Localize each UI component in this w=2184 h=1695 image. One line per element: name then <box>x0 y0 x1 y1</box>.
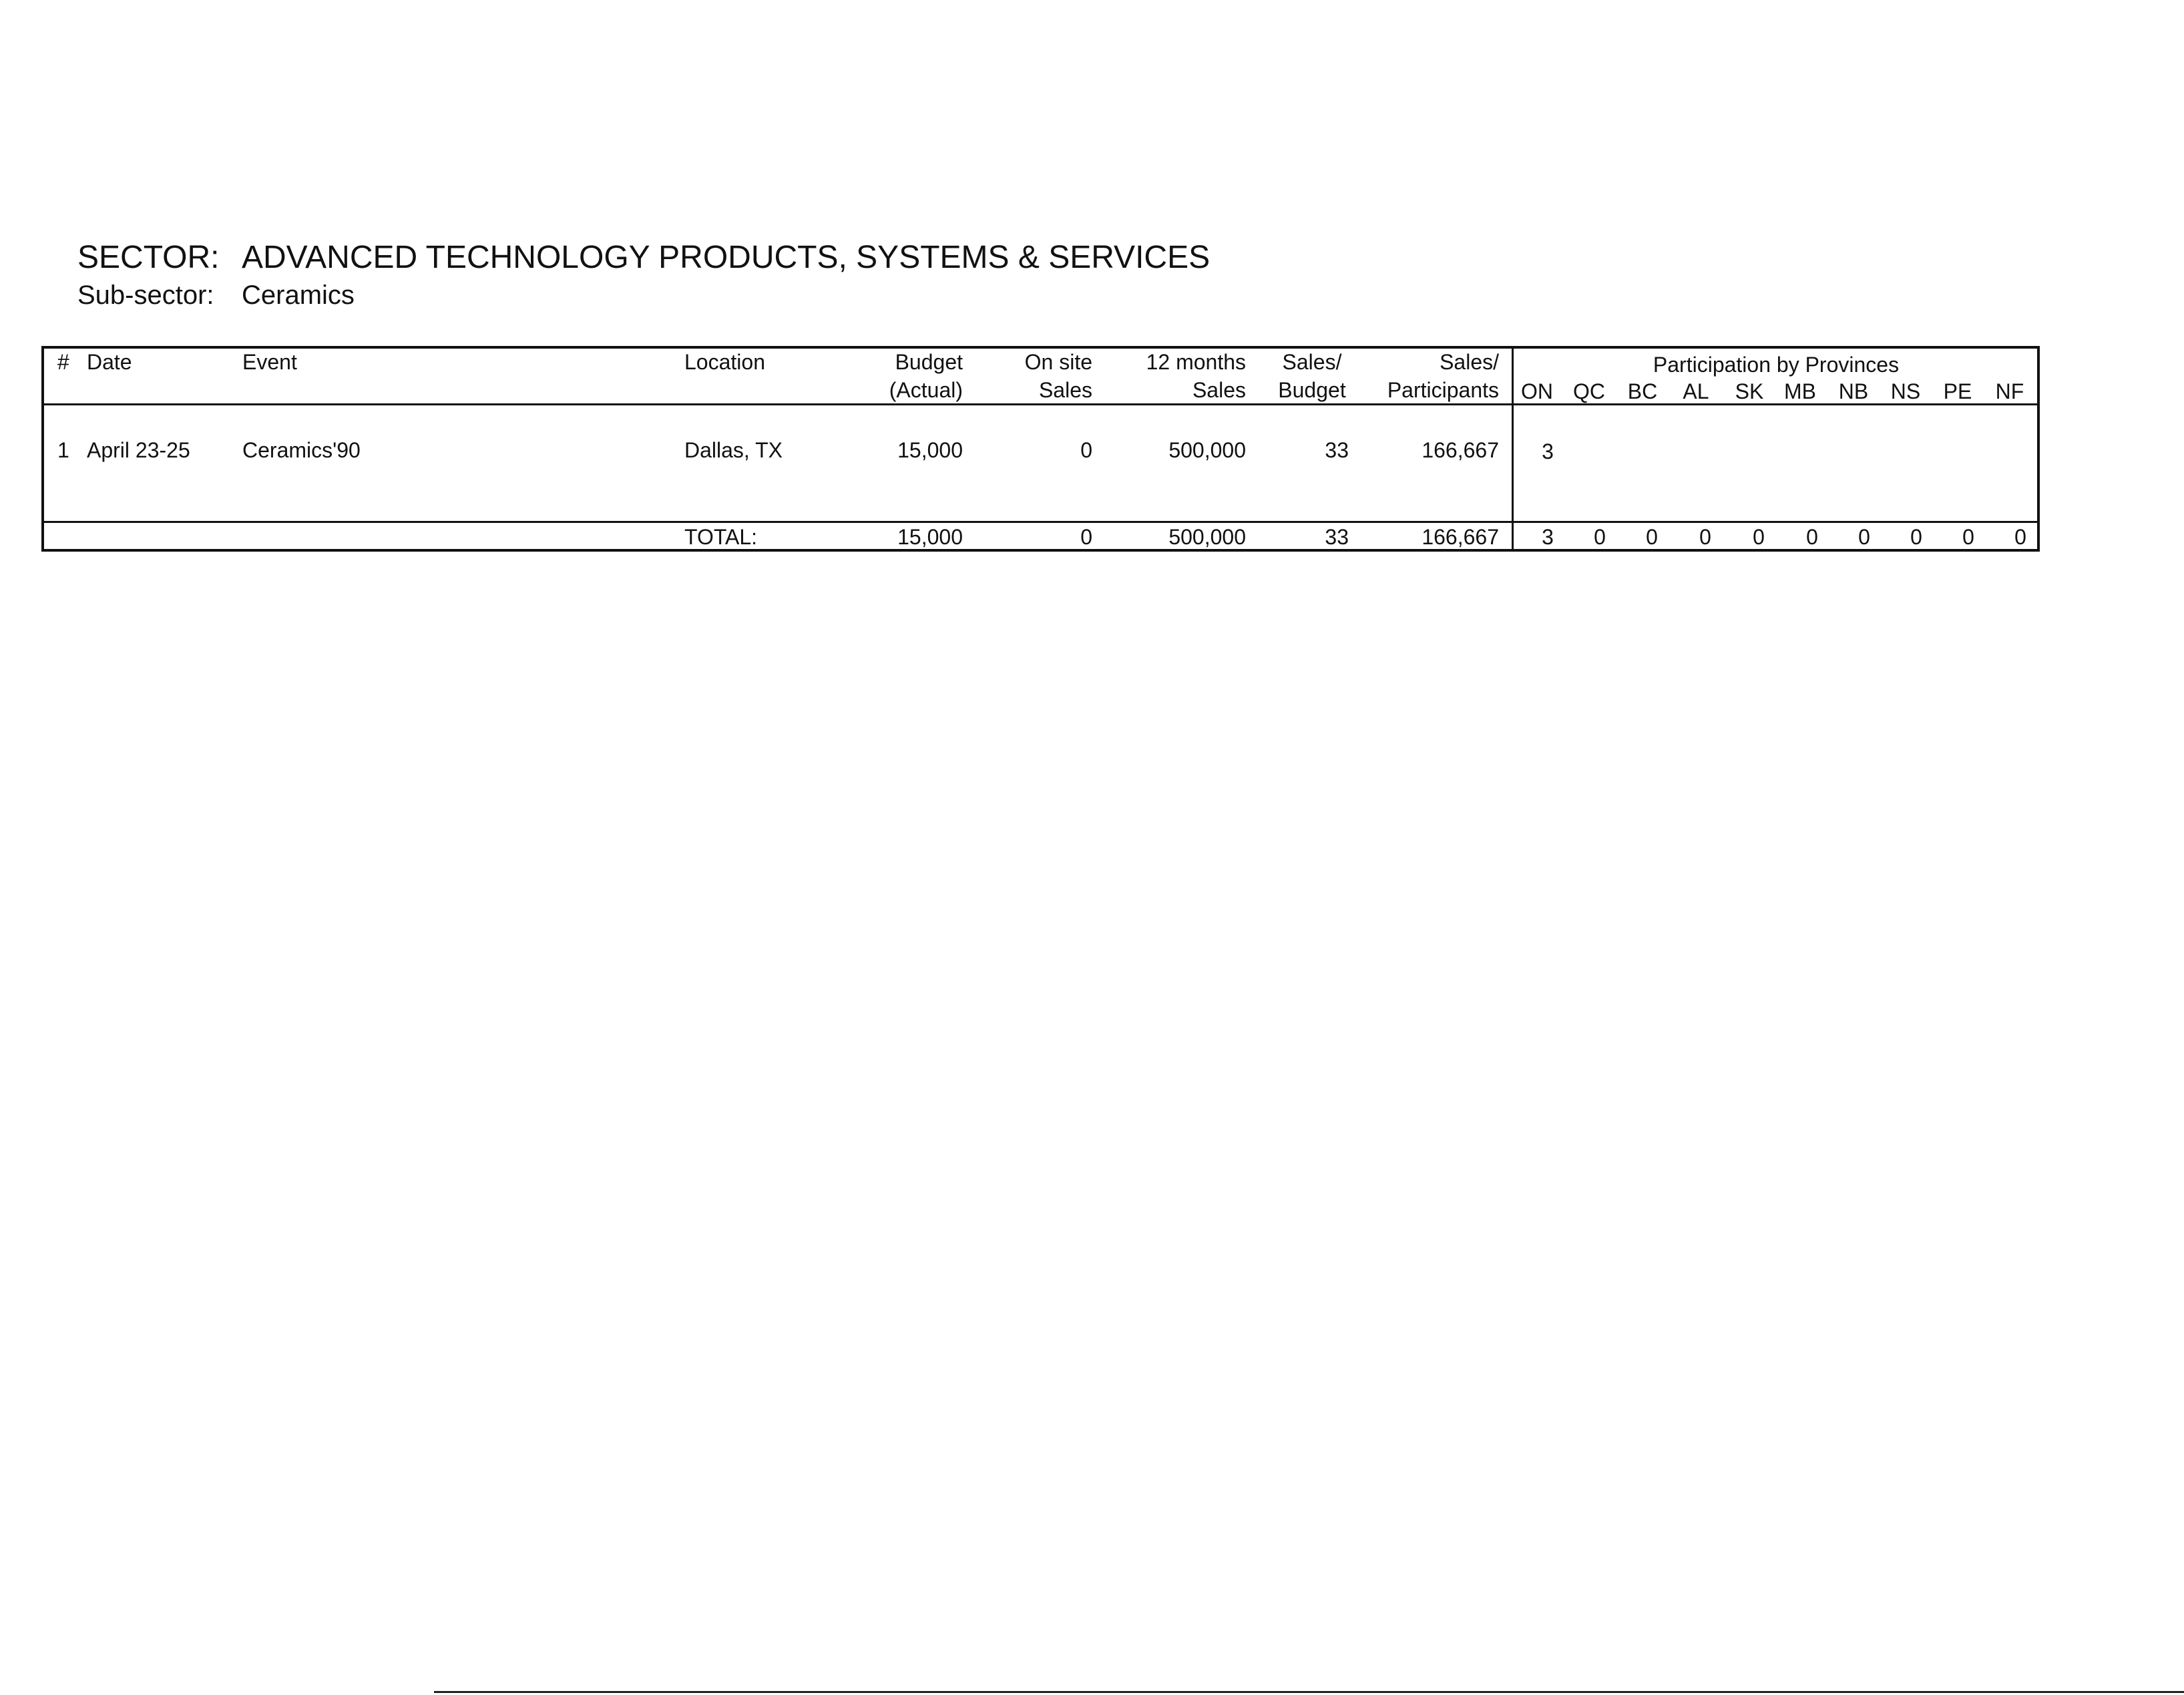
sector-value: ADVANCED TECHNOLOGY PRODUCTS, SYSTEMS & SERVICES <box>242 240 1211 275</box>
total-divider <box>41 521 2040 523</box>
row-sales-participants: 166,667 <box>1422 438 1499 462</box>
col-header-onsite-line1: On site <box>1024 350 1092 374</box>
subsector-value: Ceramics <box>242 280 355 310</box>
col-header-province-pe: PE <box>1943 379 1972 403</box>
col-header-num: # <box>57 350 69 374</box>
total-province-nf: 0 <box>2014 525 2026 549</box>
col-header-province-on: ON <box>1521 379 1553 403</box>
col-header-sales-participants-line1: Sales/ <box>1440 350 1499 374</box>
col-header-budget-line2: (Actual) <box>889 378 963 402</box>
total-sales-participants: 166,667 <box>1422 525 1499 549</box>
col-header-date: Date <box>87 350 132 374</box>
row-onsite-sales: 0 <box>1080 438 1092 462</box>
provinces-divider <box>1512 346 1514 552</box>
total-province-sk: 0 <box>1753 525 1765 549</box>
total-province-ns: 0 <box>1910 525 1922 549</box>
total-12months-sales: 500,000 <box>1168 525 1246 549</box>
total-sales-budget: 33 <box>1325 525 1349 549</box>
row-num: 1 <box>57 438 69 462</box>
col-header-12months-line2: Sales <box>1192 378 1246 402</box>
row-event: Ceramics'90 <box>242 438 361 462</box>
col-header-budget-line1: Budget <box>895 350 963 374</box>
sector-heading <box>77 239 1210 276</box>
col-header-province-nb: NB <box>1838 379 1869 403</box>
col-header-province-ns: NS <box>1890 379 1921 403</box>
col-header-provinces-title: Participation by Provinces <box>1653 353 1900 377</box>
col-header-province-al: AL <box>1683 379 1709 403</box>
total-onsite-sales: 0 <box>1080 525 1092 549</box>
total-province-nb: 0 <box>1858 525 1870 549</box>
col-header-sales-participants-line2: Participants <box>1387 378 1499 402</box>
col-header-location: Location <box>684 350 765 374</box>
total-province-on: 3 <box>1542 525 1554 549</box>
subsector-heading <box>77 280 355 311</box>
total-province-bc: 0 <box>1646 525 1658 549</box>
row-province-on: 3 <box>1542 439 1554 463</box>
col-header-sales-budget-line1: Sales/ <box>1282 350 1342 374</box>
col-header-onsite-line2: Sales <box>1038 378 1092 402</box>
total-province-al: 0 <box>1699 525 1711 549</box>
col-header-province-bc: BC <box>1627 379 1658 403</box>
footer-rule <box>434 1691 2184 1693</box>
row-date: April 23-25 <box>87 438 190 462</box>
col-header-province-qc: QC <box>1573 379 1605 403</box>
col-header-12months-line1: 12 months <box>1146 350 1246 374</box>
row-budget: 15,000 <box>897 438 963 462</box>
total-province-mb: 0 <box>1806 525 1818 549</box>
col-header-event: Event <box>242 350 297 374</box>
subsector-label: Sub-sector: <box>77 280 214 310</box>
sector-label: SECTOR: <box>77 240 220 275</box>
row-sales-budget: 33 <box>1325 438 1349 462</box>
row-location: Dallas, TX <box>684 438 783 462</box>
col-header-province-mb: MB <box>1784 379 1816 403</box>
col-header-province-nf: NF <box>1995 379 2024 403</box>
total-label: TOTAL: <box>684 525 758 549</box>
total-province-qc: 0 <box>1594 525 1606 549</box>
col-header-province-sk: SK <box>1735 379 1764 403</box>
row-12months-sales: 500,000 <box>1168 438 1246 462</box>
col-header-sales-budget-line2: Budget <box>1278 378 1346 402</box>
total-province-pe: 0 <box>1962 525 1974 549</box>
total-budget: 15,000 <box>897 525 963 549</box>
